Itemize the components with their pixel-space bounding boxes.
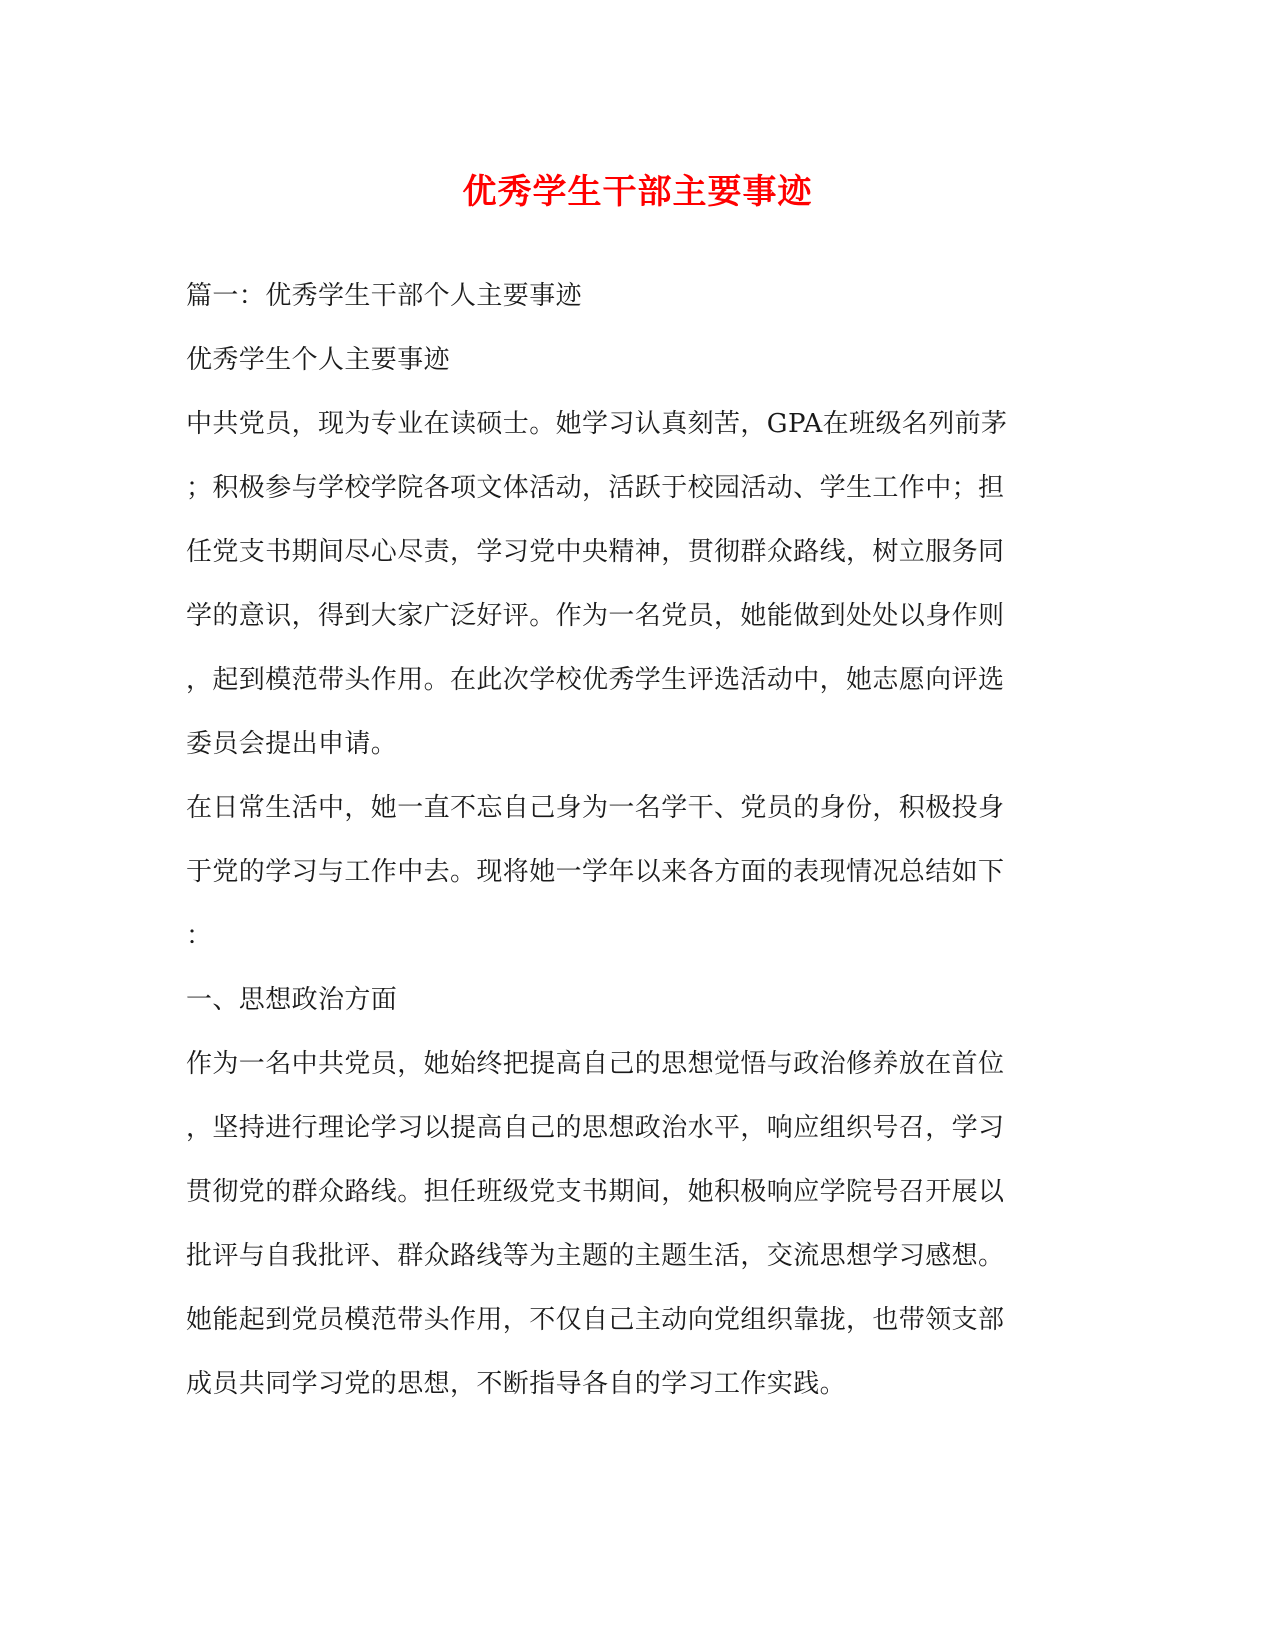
section-heading: 一、思想政治方面 [186, 985, 398, 1015]
text-line: ： [186, 921, 213, 951]
text-line: 优秀学生个人主要事迹 [186, 345, 451, 375]
text-line: 成员共同学习党的思想，不断指导各自的学习工作实践。 [186, 1369, 847, 1399]
text-line: 篇一：优秀学生干部个人主要事迹 [186, 281, 583, 311]
text-line: 于党的学习与工作中去。现将她一学年以来各方面的表现情况总结如下 [186, 857, 1005, 887]
document-body [186, 282, 1091, 1434]
text-line: 在日常生活中，她一直不忘自己身为一名学干、党员的身份，积极投身 [186, 793, 1005, 823]
text-line: ，坚持进行理论学习以提高自己的思想政治水平，响应组织号召，学习 [186, 1113, 1005, 1143]
text-line: 作为一名中共党员，她始终把提高自己的思想觉悟与政治修养放在首位 [186, 1049, 1005, 1079]
text-line: 她能起到党员模范带头作用，不仅自己主动向党组织靠拢，也带领支部 [186, 1305, 1005, 1335]
text-line: ，起到模范带头作用。在此次学校优秀学生评选活动中，她志愿向评选 [186, 665, 1005, 695]
text-line: 贯彻党的群众路线。担任班级党支书期间，她积极响应学院号召开展以 [186, 1177, 1005, 1207]
text-line: 委员会提出申请。 [186, 729, 398, 759]
document-title: 优秀学生干部主要事迹 [462, 172, 813, 212]
text-line: ；积极参与学校学院各项文体活动，活跃于校园活动、学生工作中；担 [186, 473, 1005, 503]
text-line: 中共党员，现为专业在读硕士。她学习认真刻苦，GPA在班级名列前茅 [186, 409, 1008, 439]
text-line: 批评与自我批评、群众路线等为主题的主题生活，交流思想学习感想。 [186, 1241, 1005, 1271]
text-line: 学的意识，得到大家广泛好评。作为一名党员，她能做到处处以身作则 [186, 601, 1005, 631]
text-line: 任党支书期间尽心尽责，学习党中央精神，贯彻群众路线，树立服务同 [186, 537, 1005, 567]
